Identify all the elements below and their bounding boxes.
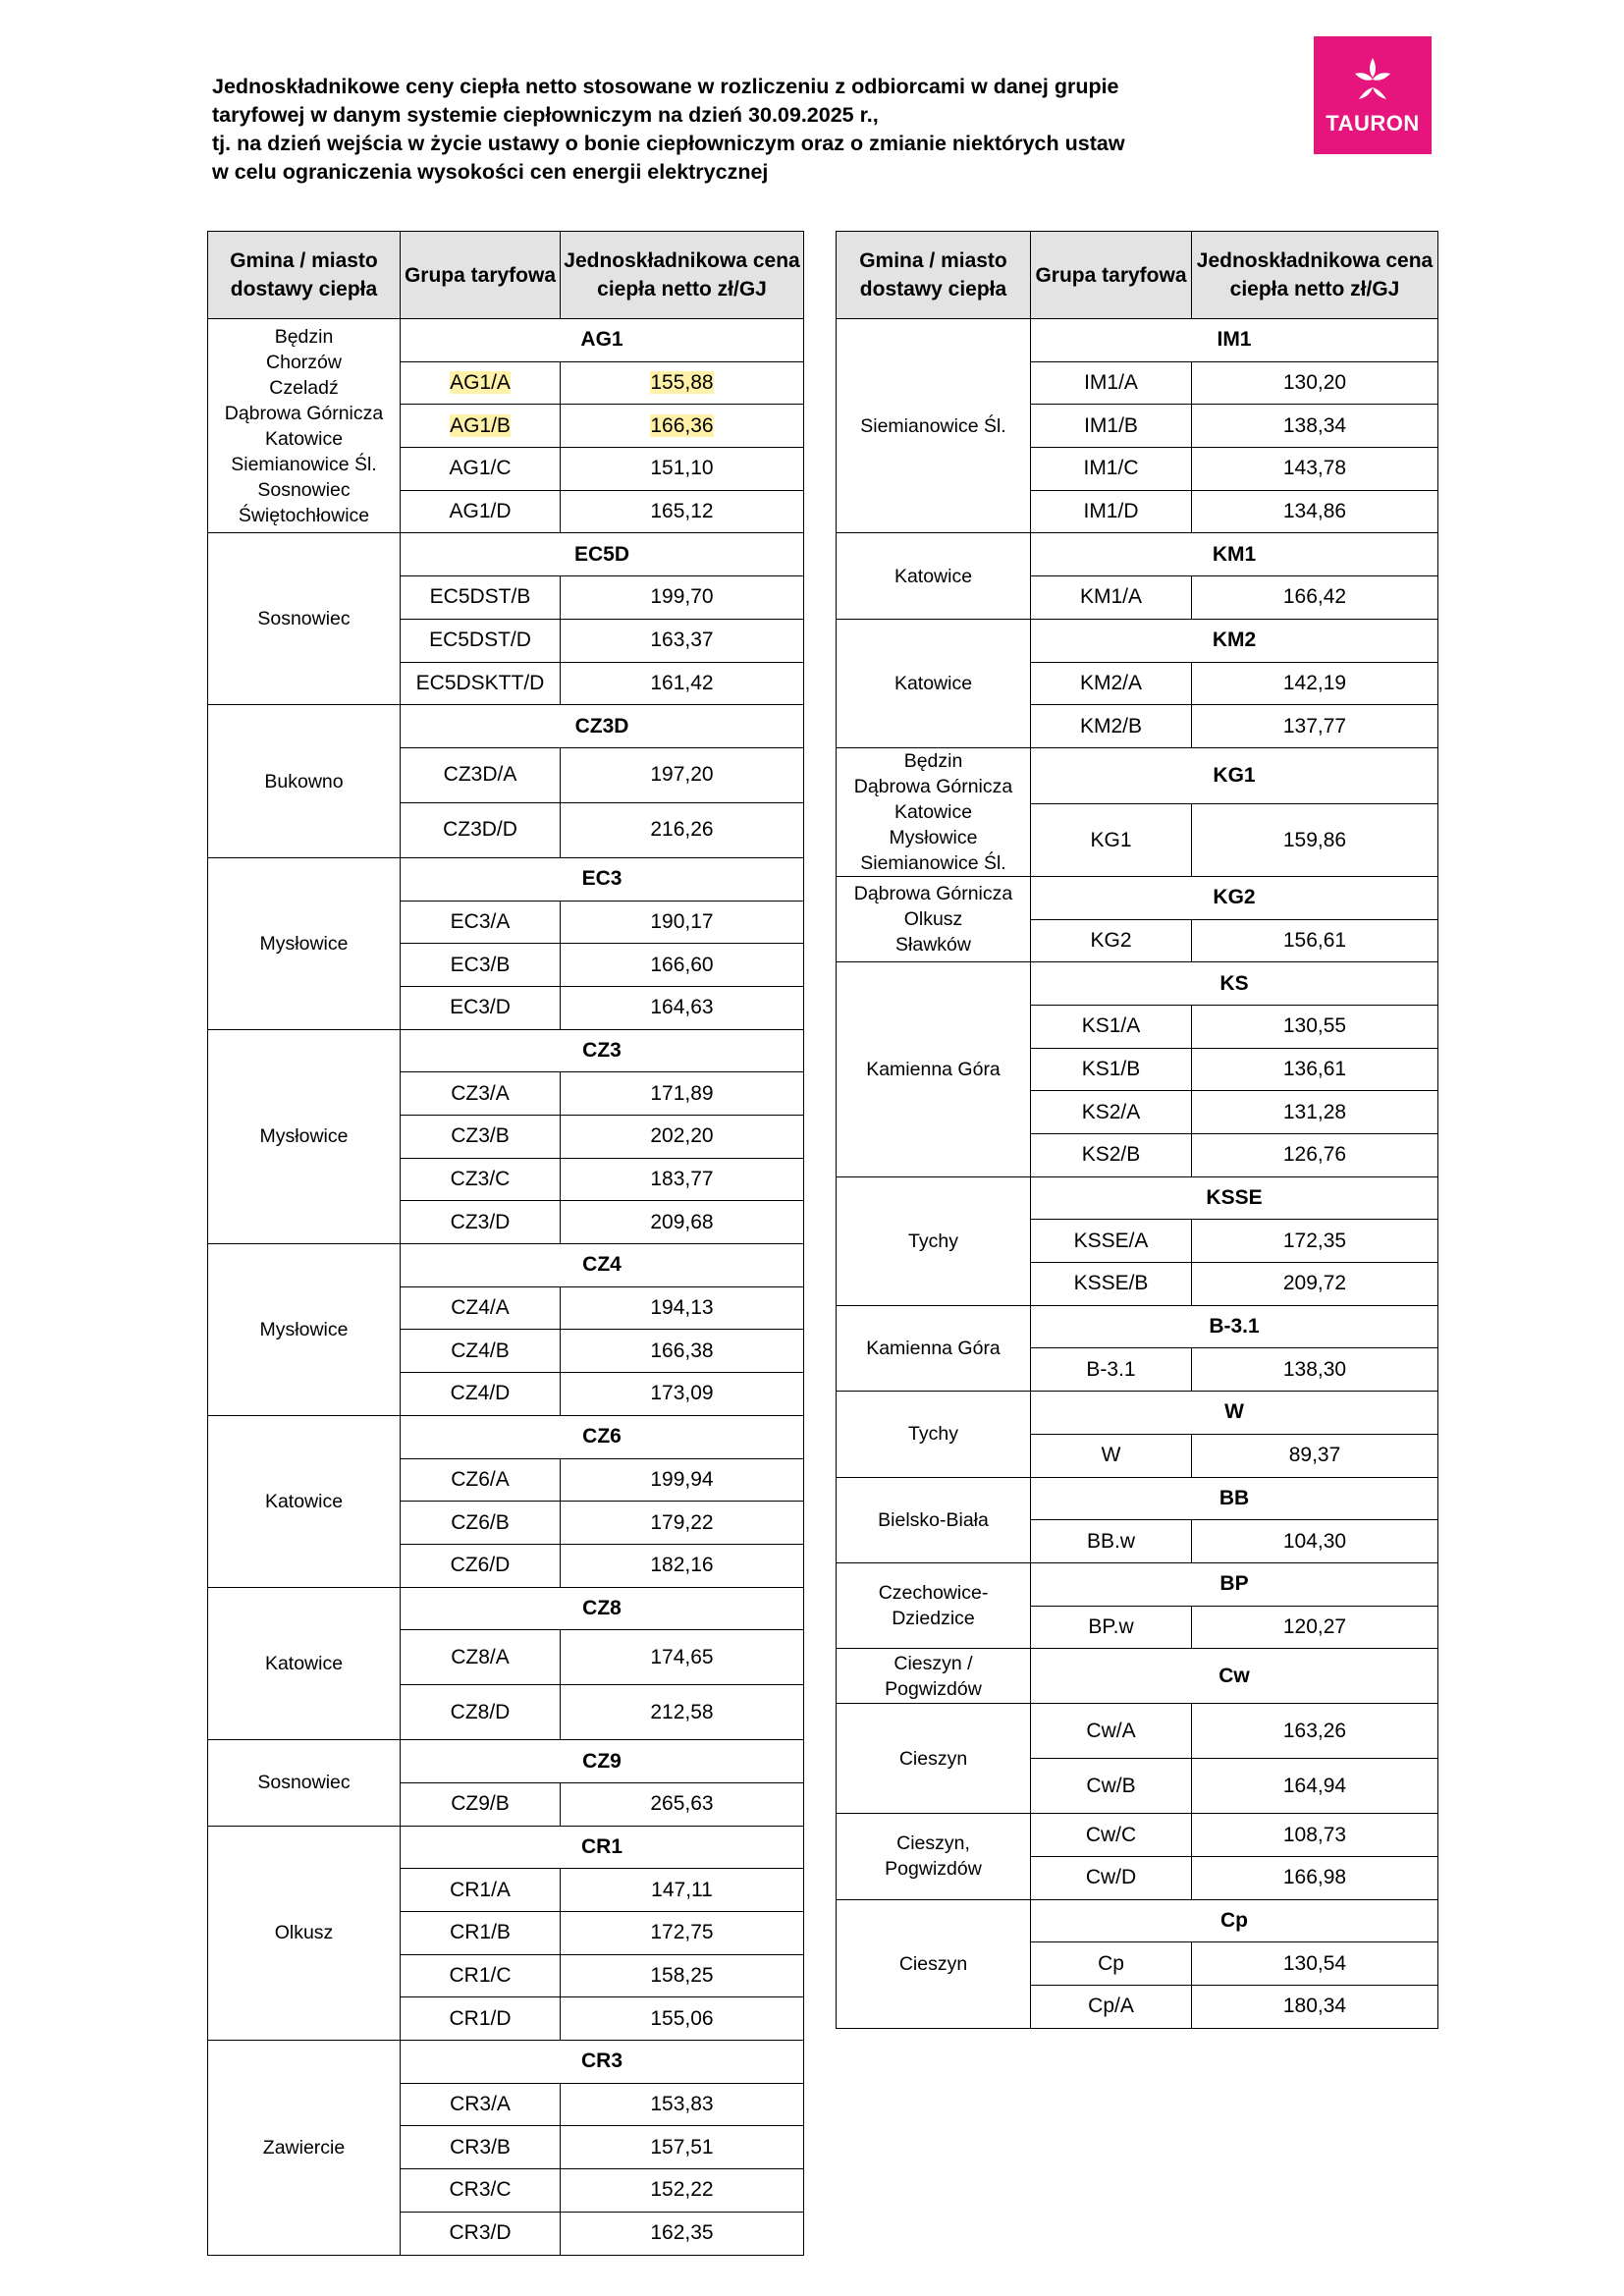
- location-name: Cieszyn,: [896, 1832, 970, 1855]
- group-row: [837, 619, 1438, 662]
- price-cell: 134,86: [1192, 490, 1438, 533]
- price-cell: 164,94: [1192, 1759, 1438, 1814]
- tauron-logo: [1314, 36, 1432, 154]
- tariff-group-cell: KSSE/B: [1031, 1263, 1192, 1306]
- group-name: KG2: [1031, 876, 1438, 919]
- location-cell: [837, 619, 1031, 747]
- tariff-group-cell: BB.w: [1031, 1520, 1192, 1563]
- group-name: W: [1031, 1392, 1438, 1435]
- location-cell: [837, 1477, 1031, 1562]
- location-name: Bielsko-Biała: [878, 1508, 989, 1531]
- tariff-group-cell: AG1/D: [401, 490, 561, 533]
- location-name: Zawiercie: [262, 2136, 346, 2159]
- location-name: Olkusz: [903, 908, 963, 931]
- location-name: Siemianowice Śl.: [231, 453, 377, 475]
- column-header-location: Gmina / miasto dostawy ciepła: [208, 232, 401, 319]
- tariff-group-cell: CZ3/C: [401, 1158, 561, 1201]
- price-cell: 153,83: [561, 2083, 804, 2126]
- location-cell: [837, 1899, 1031, 2028]
- location-name: Mysłowice: [259, 932, 349, 955]
- tariff-group-cell: Cw/B: [1031, 1759, 1192, 1814]
- location-cell: [208, 857, 401, 1029]
- highlighted-text: 166,36: [650, 413, 714, 437]
- tariff-group-cell: EC5DST/B: [401, 576, 561, 620]
- price-cell: 174,65: [561, 1630, 804, 1685]
- tariff-group-cell: B-3.1: [1031, 1348, 1192, 1392]
- tariff-group-cell: CR1/C: [401, 1954, 561, 1997]
- location-name: Będzin: [274, 325, 334, 348]
- tariff-group-cell: CZ8/A: [401, 1630, 561, 1685]
- location-cell: [208, 533, 401, 705]
- header-row: [208, 232, 804, 319]
- location-cell: [837, 1392, 1031, 1477]
- tariff-group-cell: CZ6/A: [401, 1458, 561, 1502]
- header-line: taryfowej w danym systemie ciepłowniczym na dzień 30.09.2025 r.,: [212, 103, 879, 127]
- location-cell: [837, 1562, 1031, 1648]
- location-cell: [837, 533, 1031, 619]
- price-cell: 172,75: [561, 1912, 804, 1955]
- group-row: [837, 1562, 1438, 1606]
- location-cell: [837, 1176, 1031, 1305]
- tariff-group-cell: KM1/A: [1031, 576, 1192, 620]
- group-row: [837, 962, 1438, 1006]
- tariff-group-cell: CZ3/A: [401, 1072, 561, 1116]
- group-row: [837, 1477, 1438, 1520]
- group-name: CZ8: [401, 1587, 804, 1630]
- location-name: Czechowice-: [878, 1582, 989, 1605]
- price-cell: 108,73: [1192, 1814, 1438, 1857]
- location-name: Świętochłowice: [238, 504, 370, 526]
- group-row: [837, 1176, 1438, 1220]
- highlighted-text: AG1/A: [450, 371, 511, 395]
- price-cell: 197,20: [561, 747, 804, 802]
- tariff-group-cell: Cp/A: [1031, 1986, 1192, 2029]
- price-cell: 166,38: [561, 1330, 804, 1373]
- tariff-group-cell: CZ6/B: [401, 1502, 561, 1545]
- location-cell: [837, 1704, 1031, 1814]
- location-cell: [208, 1415, 401, 1587]
- group-name: CR1: [401, 1826, 804, 1869]
- location-name: Mysłowice: [259, 1318, 349, 1340]
- group-name: CR3: [401, 2041, 804, 2084]
- tariff-group-cell: KG2: [1031, 919, 1192, 962]
- location-name: Chorzów: [266, 351, 342, 373]
- price-cell: 157,51: [561, 2126, 804, 2169]
- group-name: BB: [1031, 1477, 1438, 1520]
- location-cell: [837, 319, 1031, 533]
- price-cell: 212,58: [561, 1685, 804, 1740]
- price-cell: 190,17: [561, 901, 804, 944]
- price-cell: 138,34: [1192, 405, 1438, 448]
- location-name: Będzin: [903, 749, 963, 772]
- group-name: KM2: [1031, 619, 1438, 662]
- tariff-group-cell: KS2/A: [1031, 1091, 1192, 1134]
- location-cell: [208, 1740, 401, 1826]
- price-cell: [561, 405, 804, 448]
- location-name: Siemianowice Śl.: [860, 851, 1006, 874]
- price-cell: 166,98: [1192, 1856, 1438, 1899]
- price-cell: 173,09: [561, 1373, 804, 1416]
- header-row: [837, 232, 1438, 319]
- group-row: [208, 705, 804, 748]
- tariff-group-cell: CZ3/D: [401, 1201, 561, 1244]
- group-row: [208, 1244, 804, 1287]
- tariff-group-cell: CR3/C: [401, 2169, 561, 2213]
- location-name: Mysłowice: [259, 1125, 349, 1148]
- price-cell: 161,42: [561, 662, 804, 705]
- location-name: Katowice: [264, 1652, 344, 1674]
- location-name: Dąbrowa Górnicza: [853, 883, 1013, 905]
- location-name: Dziedzice: [892, 1608, 975, 1630]
- price-cell: 89,37: [1192, 1434, 1438, 1477]
- tariff-group-cell: CZ4/A: [401, 1286, 561, 1330]
- tariff-group-cell: IM1/B: [1031, 405, 1192, 448]
- group-row: [208, 1587, 804, 1630]
- group-name: Cw: [1031, 1649, 1438, 1704]
- tariff-group-cell: CZ4/D: [401, 1373, 561, 1416]
- tariff-group-cell: EC3/A: [401, 901, 561, 944]
- highlighted-text: 155,88: [650, 371, 714, 395]
- tariff-group-cell: KSSE/A: [1031, 1220, 1192, 1263]
- group-row: [208, 1826, 804, 1869]
- location-name: Pogwizdów: [885, 1858, 982, 1881]
- location-cell: [208, 1826, 401, 2040]
- price-cell: 180,34: [1192, 1986, 1438, 2029]
- location-name: Pogwizdów: [885, 1677, 982, 1700]
- tariff-group-cell: [401, 405, 561, 448]
- price-cell: 166,60: [561, 944, 804, 987]
- group-row: [837, 1899, 1438, 1942]
- group-row: [837, 747, 1438, 803]
- group-name: KSSE: [1031, 1176, 1438, 1220]
- tariff-group-cell: CR3/B: [401, 2126, 561, 2169]
- group-row: [208, 1415, 804, 1458]
- tariff-group-cell: CZ4/B: [401, 1330, 561, 1373]
- group-row: [837, 1392, 1438, 1435]
- table-row: [837, 1814, 1438, 1857]
- price-cell: 171,89: [561, 1072, 804, 1116]
- location-cell: [208, 1244, 401, 1416]
- price-cell: 130,54: [1192, 1942, 1438, 1986]
- location-name: Katowice: [264, 427, 344, 450]
- price-cell: 156,61: [1192, 919, 1438, 962]
- tariff-group-cell: EC5DST/D: [401, 619, 561, 662]
- header-line: Jednoskładnikowe ceny ciepła netto stosowane w rozliczeniu z odbiorcami w danej grupie: [212, 75, 1119, 98]
- group-row: [208, 857, 804, 901]
- group-name: CZ3D: [401, 705, 804, 748]
- location-cell: [837, 1649, 1031, 1704]
- location-cell: [837, 1814, 1031, 1899]
- price-cell: 202,20: [561, 1116, 804, 1159]
- price-cell: 182,16: [561, 1544, 804, 1587]
- group-row: [837, 876, 1438, 919]
- group-row: [837, 1649, 1438, 1704]
- price-cell: 179,22: [561, 1502, 804, 1545]
- location-cell: [208, 2041, 401, 2255]
- tariff-group-cell: AG1/C: [401, 448, 561, 491]
- group-row: [208, 1029, 804, 1072]
- location-name: Sosnowiec: [257, 478, 351, 501]
- location-cell: [208, 1587, 401, 1740]
- price-cell: 209,72: [1192, 1263, 1438, 1306]
- location-name: Sławków: [895, 934, 971, 957]
- group-row: [208, 2041, 804, 2084]
- header-line: tj. na dzień wejścia w życie ustawy o bonie ciepłowniczym oraz o zmianie niektórych ustaw: [212, 132, 1125, 155]
- tariff-group-cell: CZ3D/D: [401, 802, 561, 857]
- price-cell: 136,61: [1192, 1048, 1438, 1091]
- group-name: B-3.1: [1031, 1305, 1438, 1348]
- price-cell: 137,77: [1192, 705, 1438, 748]
- price-cell: 151,10: [561, 448, 804, 491]
- location-name: Sosnowiec: [257, 608, 351, 630]
- tariff-group-cell: KM2/A: [1031, 662, 1192, 705]
- tariff-group-cell: CZ8/D: [401, 1685, 561, 1740]
- highlighted-text: AG1/B: [450, 413, 511, 437]
- price-cell: [561, 361, 804, 405]
- location-name: Kamienna Góra: [866, 1337, 1001, 1359]
- tariff-group-cell: IM1/D: [1031, 490, 1192, 533]
- price-cell: 104,30: [1192, 1520, 1438, 1563]
- tariff-group-cell: KS2/B: [1031, 1134, 1192, 1177]
- location-cell: [208, 705, 401, 858]
- price-cell: 126,76: [1192, 1134, 1438, 1177]
- location-name: Mysłowice: [889, 826, 978, 848]
- tariff-group-cell: CR1/A: [401, 1869, 561, 1912]
- tariff-group-cell: CR1/B: [401, 1912, 561, 1955]
- tariff-group-cell: IM1/C: [1031, 448, 1192, 491]
- price-cell: 199,70: [561, 576, 804, 620]
- price-cell: 138,30: [1192, 1348, 1438, 1392]
- price-cell: 162,35: [561, 2212, 804, 2255]
- group-name: KM1: [1031, 533, 1438, 576]
- tariff-group-cell: CZ6/D: [401, 1544, 561, 1587]
- price-cell: 120,27: [1192, 1606, 1438, 1649]
- group-name: AG1: [401, 319, 804, 362]
- tariff-table-left: [207, 231, 804, 2256]
- tariff-group-cell: EC3/D: [401, 986, 561, 1029]
- price-cell: 159,86: [1192, 804, 1438, 877]
- price-cell: 147,11: [561, 1869, 804, 1912]
- group-row: [208, 533, 804, 576]
- tariff-group-cell: KG1: [1031, 804, 1192, 877]
- location-name: Siemianowice Śl.: [860, 414, 1006, 437]
- table-row: [837, 1704, 1438, 1759]
- group-name: IM1: [1031, 319, 1438, 362]
- location-name: Bukowno: [264, 770, 344, 793]
- group-name: CZ3: [401, 1029, 804, 1072]
- group-name: CZ4: [401, 1244, 804, 1287]
- price-cell: 131,28: [1192, 1091, 1438, 1134]
- column-header-group: Grupa taryfowa: [1031, 232, 1192, 319]
- column-header-price: Jednoskładnikowa cena ciepła netto zł/GJ: [1192, 232, 1438, 319]
- tariff-group-cell: CR3/D: [401, 2212, 561, 2255]
- price-cell: 130,20: [1192, 361, 1438, 405]
- price-cell: 265,63: [561, 1782, 804, 1826]
- tariff-group-cell: [401, 361, 561, 405]
- group-row: [837, 319, 1438, 362]
- location-cell: [837, 1305, 1031, 1391]
- group-row: [208, 1740, 804, 1783]
- price-cell: 163,26: [1192, 1704, 1438, 1759]
- price-cell: 183,77: [561, 1158, 804, 1201]
- price-cell: 165,12: [561, 490, 804, 533]
- tariff-group-cell: KS1/B: [1031, 1048, 1192, 1091]
- tariff-group-cell: CZ3D/A: [401, 747, 561, 802]
- location-name: Tychy: [908, 1423, 958, 1446]
- group-row: [208, 319, 804, 362]
- column-header-price: Jednoskładnikowa cena ciepła netto zł/GJ: [561, 232, 804, 319]
- tariff-group-cell: CZ3/B: [401, 1116, 561, 1159]
- location-cell: [837, 747, 1031, 876]
- tariff-group-cell: Cw/C: [1031, 1814, 1192, 1857]
- tariff-group-cell: CR3/A: [401, 2083, 561, 2126]
- tariff-group-cell: Cw/A: [1031, 1704, 1192, 1759]
- price-cell: 209,68: [561, 1201, 804, 1244]
- group-name: Cp: [1031, 1899, 1438, 1942]
- price-cell: 194,13: [561, 1286, 804, 1330]
- tariff-table-right: [836, 231, 1438, 2029]
- location-name: Katowice: [264, 1490, 344, 1512]
- tariff-group-cell: CZ9/B: [401, 1782, 561, 1826]
- location-name: Cieszyn: [898, 1952, 968, 1975]
- location-name: Kamienna Góra: [866, 1058, 1001, 1080]
- tariff-group-cell: IM1/A: [1031, 361, 1192, 405]
- document-header: [212, 73, 1243, 187]
- tariff-group-cell: BP.w: [1031, 1606, 1192, 1649]
- location-cell: [208, 319, 401, 533]
- location-cell: [837, 876, 1031, 961]
- group-name: EC3: [401, 857, 804, 901]
- tariff-group-cell: Cp: [1031, 1942, 1192, 1986]
- group-row: [837, 533, 1438, 576]
- group-name: BP: [1031, 1562, 1438, 1606]
- price-cell: 216,26: [561, 802, 804, 857]
- price-cell: 158,25: [561, 1954, 804, 1997]
- group-name: CZ6: [401, 1415, 804, 1458]
- tauron-star-icon: [1314, 36, 1432, 154]
- column-header-location: Gmina / miasto dostawy ciepła: [837, 232, 1031, 319]
- location-name: Tychy: [908, 1230, 958, 1252]
- location-name: Sosnowiec: [257, 1772, 351, 1794]
- price-cell: 166,42: [1192, 576, 1438, 620]
- tariff-group-cell: EC3/B: [401, 944, 561, 987]
- location-name: Olkusz: [274, 1922, 334, 1944]
- price-cell: 130,55: [1192, 1005, 1438, 1048]
- tariff-group-cell: Cw/D: [1031, 1856, 1192, 1899]
- group-name: EC5D: [401, 533, 804, 576]
- price-cell: 199,94: [561, 1458, 804, 1502]
- header-line: w celu ograniczenia wysokości cen energii elektrycznej: [212, 160, 769, 184]
- location-cell: [837, 962, 1031, 1176]
- group-name: CZ9: [401, 1740, 804, 1783]
- price-cell: 155,06: [561, 1997, 804, 2041]
- location-name: Katowice: [893, 672, 973, 694]
- location-cell: [208, 1029, 401, 1243]
- location-name: Cieszyn: [898, 1747, 968, 1770]
- price-cell: 152,22: [561, 2169, 804, 2213]
- location-name: Dąbrowa Górnicza: [224, 402, 384, 424]
- location-name: Czeladź: [269, 376, 339, 399]
- price-cell: 163,37: [561, 619, 804, 662]
- tariff-group-cell: EC5DSKTT/D: [401, 662, 561, 705]
- price-cell: 164,63: [561, 986, 804, 1029]
- tariff-group-cell: KS1/A: [1031, 1005, 1192, 1048]
- tariff-group-cell: W: [1031, 1434, 1192, 1477]
- price-cell: 142,19: [1192, 662, 1438, 705]
- group-row: [837, 1305, 1438, 1348]
- price-cell: 172,35: [1192, 1220, 1438, 1263]
- group-name: KS: [1031, 962, 1438, 1006]
- location-name: Katowice: [893, 800, 973, 823]
- location-name: Dąbrowa Górnicza: [853, 775, 1013, 797]
- column-header-group: Grupa taryfowa: [401, 232, 561, 319]
- group-name: KG1: [1031, 747, 1438, 803]
- location-name: Katowice: [893, 565, 973, 587]
- location-name: Cieszyn /: [893, 1652, 973, 1674]
- tariff-group-cell: CR1/D: [401, 1997, 561, 2041]
- logo-text: TAURON: [1326, 111, 1420, 136]
- price-cell: 143,78: [1192, 448, 1438, 491]
- tariff-group-cell: KM2/B: [1031, 705, 1192, 748]
